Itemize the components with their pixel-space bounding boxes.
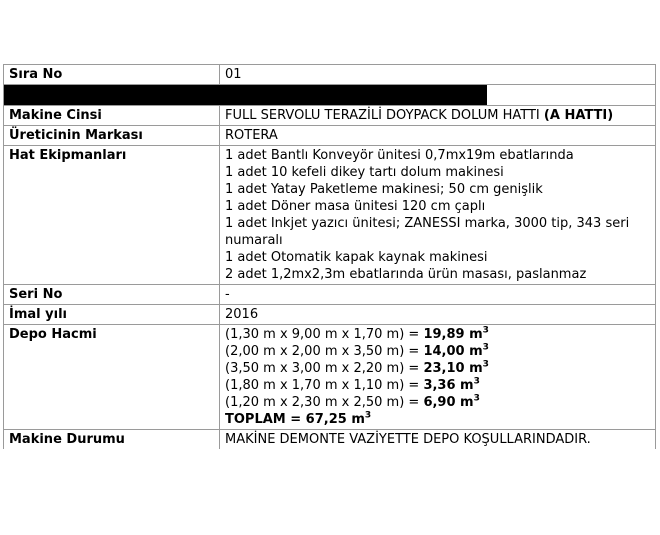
unit-superscript: 3 [482, 342, 489, 353]
unit-superscript: 3 [482, 325, 489, 336]
depo-hacmi-label: Depo Hacmi [4, 325, 220, 430]
makine-cinsi-value: FULL SERVOLU TERAZİLİ DOYPACK DOLUM HATTI [225, 108, 540, 123]
equipment-item: 1 adet Bantlı Konveyör ünitesi 0,7mx19m ebatlarında [225, 148, 574, 163]
makine-durumu-value: MAKİNE DEMONTE VAZİYETTE DEPO KOŞULLARINDADIR. [220, 430, 656, 450]
depo-dims: (1,80 m x 1,70 m x 1,10 m) = [225, 378, 420, 393]
makine-durumu-label: Makine Durumu [4, 430, 220, 450]
row-makine-durumu [4, 430, 656, 450]
depo-item [225, 360, 650, 377]
row-makine-cinsi [4, 106, 656, 126]
row-sira-no [4, 65, 656, 85]
equipment-item: 1 adet Yatay Paketleme makinesi; 50 cm genişlik [225, 182, 543, 197]
row-seri-no [4, 285, 656, 305]
depo-item [225, 343, 650, 360]
sira-no-value: 01 [220, 65, 656, 85]
makine-cinsi-value-cell [220, 106, 656, 126]
hat-ekipmanlari-label: Hat Ekipmanları [4, 146, 220, 285]
equipment-item: 1 adet Döner masa ünitesi 120 cm çaplı [225, 199, 486, 214]
equipment-item: 1 adet 10 kefeli dikey tartı dolum makinesi [225, 165, 504, 180]
depo-volume: 6,90 $m^3$ [423, 393, 480, 410]
unit-superscript: 3 [482, 359, 489, 370]
row-hat-ekipmanlari [4, 146, 656, 285]
seri-no-value: - [220, 285, 656, 305]
makine-cinsi-line-tag: (A HATTI) [543, 108, 614, 123]
depo-dims: (2,00 m x 2,00 m x 3,50 m) = [225, 344, 420, 359]
unit-superscript: 3 [364, 410, 372, 421]
imal-yili-label: İmal yılı [4, 305, 220, 325]
sira-no-label: Sıra No [4, 65, 220, 85]
depo-item [225, 377, 650, 394]
redacted-row [4, 85, 656, 106]
equipment-item: 1 adet Otomatik kapak kaynak makinesi [225, 250, 488, 265]
row-ureticinin-markasi [4, 126, 656, 146]
depo-volume: 19,89 $m^3$ [423, 325, 489, 342]
equipment-item: 1 adet Inkjet yazıcı ünitesi; ZANESSI marka, 3000 tip, 343 seri numaralı [225, 216, 630, 248]
makine-cinsi-label: Makine Cinsi [4, 106, 220, 126]
unit-superscript: 3 [473, 376, 480, 387]
hat-ekipmanlari-list [220, 146, 656, 285]
machine-info-table [3, 64, 656, 449]
unit-superscript: 3 [473, 393, 480, 404]
depo-total-text: TOPLAM = 67,25 $m^3$ [225, 410, 372, 427]
ureticinin-markasi-value: ROTERA [220, 126, 656, 146]
depo-hacmi-list [220, 325, 656, 430]
ureticinin-markasi-label: Üreticinin Markası [4, 126, 220, 146]
depo-item [225, 394, 650, 411]
depo-total [225, 411, 650, 428]
depo-volume: 23,10 $m^3$ [423, 359, 489, 376]
seri-no-label: Seri No [4, 285, 220, 305]
depo-volume: 3,36 $m^3$ [423, 376, 480, 393]
depo-item [225, 326, 650, 343]
row-depo-hacmi [4, 325, 656, 430]
row-imal-yili [4, 305, 656, 325]
depo-volume: 14,00 $m^3$ [423, 342, 489, 359]
redaction-bar [4, 85, 487, 105]
depo-dims: (1,20 m x 2,30 m x 2,50 m) = [225, 395, 420, 410]
depo-dims: (3,50 m x 3,00 m x 2,20 m) = [225, 361, 420, 376]
imal-yili-value: 2016 [220, 305, 656, 325]
equipment-item: 2 adet 1,2mx2,3m ebatlarında ürün masası, paslanmaz [225, 267, 587, 282]
depo-dims: (1,30 m x 9,00 m x 1,70 m) = [225, 327, 420, 342]
